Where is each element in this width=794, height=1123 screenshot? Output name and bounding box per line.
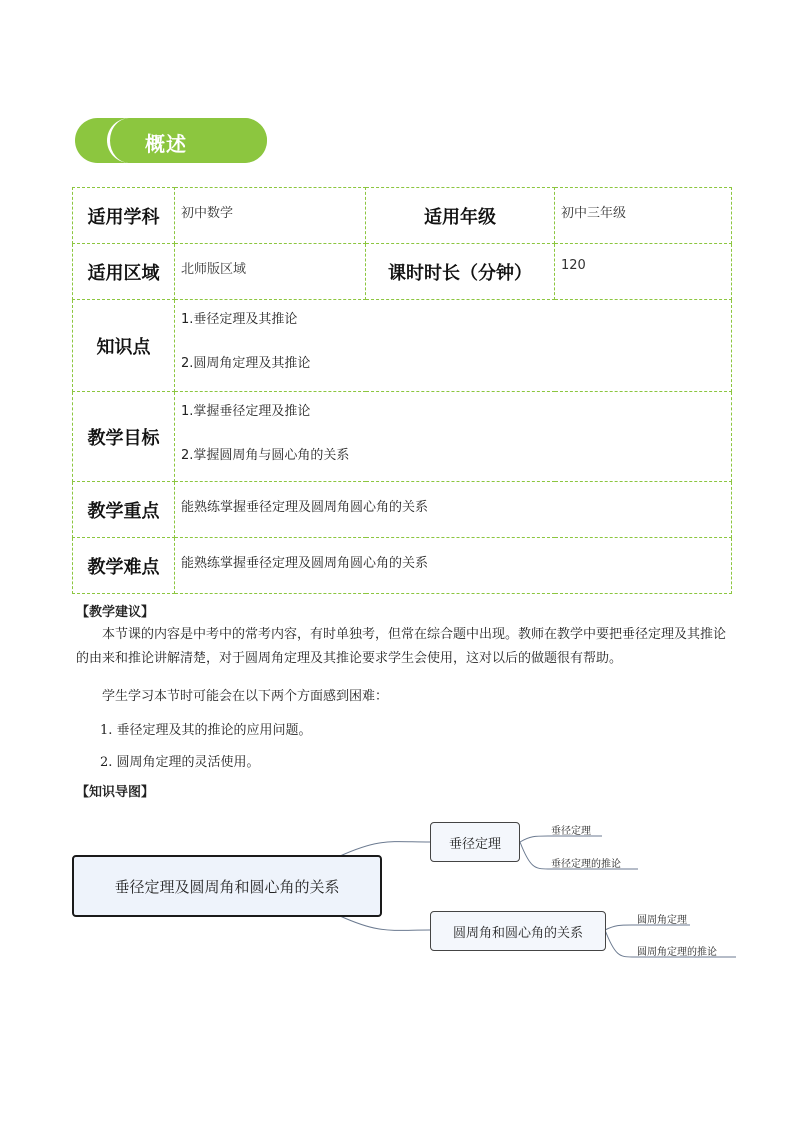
key-point-value: 能熟练掌握垂径定理及圆周角圆心角的关系 [175, 482, 732, 538]
mindmap-branch: 垂径定理 [430, 822, 520, 862]
duration-label: 课时时长（分钟） [366, 244, 555, 300]
advice-intro: 学生学习本节时可能会在以下两个方面感到困难： [102, 689, 389, 704]
difficulty-label: 教学难点 [73, 538, 175, 594]
difficulty-point: 1. 垂径定理及其的推论的应用问题。 [100, 723, 312, 738]
mindmap-root: 垂径定理及圆周角和圆心角的关系 [72, 855, 382, 917]
region-value: 北师版区域 [175, 244, 366, 300]
advice-heading: 【教学建议】 [76, 605, 155, 620]
goals-list [175, 392, 732, 482]
mindmap-leaf: 垂径定理的推论 [551, 859, 621, 870]
region-label: 适用区域 [73, 244, 175, 300]
duration-value: 120 [555, 244, 732, 300]
grade-value: 初中三年级 [555, 188, 732, 244]
mindmap-leaf: 垂径定理 [551, 826, 591, 837]
mindmap-heading: 【知识导图】 [76, 785, 155, 800]
goal-item: 1.掌握垂径定理及推论 [181, 404, 311, 419]
subject-value: 初中数学 [175, 188, 366, 244]
knowledge-list [175, 300, 732, 392]
section-badge [107, 118, 267, 163]
advice-paragraph: 本节课的内容是中考中的常考内容，有时单独考，但常在综合题中出现。教师在教学中要把垂径定理及其推论的由来和推论讲解清楚，对于圆周角定理及其推论要求学生会使用，这对以后的做题很有帮助。 [76, 627, 727, 666]
course-info-table [72, 187, 732, 594]
goals-label: 教学目标 [73, 392, 175, 482]
knowledge-item: 1.垂径定理及其推论 [181, 312, 298, 327]
section-title: 概述 [145, 132, 187, 156]
mindmap-leaf: 圆周角定理的推论 [637, 947, 717, 958]
difficulty-point: 2. 圆周角定理的灵活使用。 [100, 755, 260, 770]
difficulty-value: 能熟练掌握垂径定理及圆周角圆心角的关系 [175, 538, 732, 594]
mindmap-leaf: 圆周角定理 [637, 915, 687, 926]
knowledge-item: 2.圆周角定理及其推论 [181, 356, 311, 371]
subject-label: 适用学科 [73, 188, 175, 244]
goal-item: 2.掌握圆周角与圆心角的关系 [181, 448, 350, 463]
mindmap-branch: 圆周角和圆心角的关系 [430, 911, 606, 951]
knowledge-label: 知识点 [73, 300, 175, 392]
grade-label: 适用年级 [366, 188, 555, 244]
key-point-label: 教学重点 [73, 482, 175, 538]
